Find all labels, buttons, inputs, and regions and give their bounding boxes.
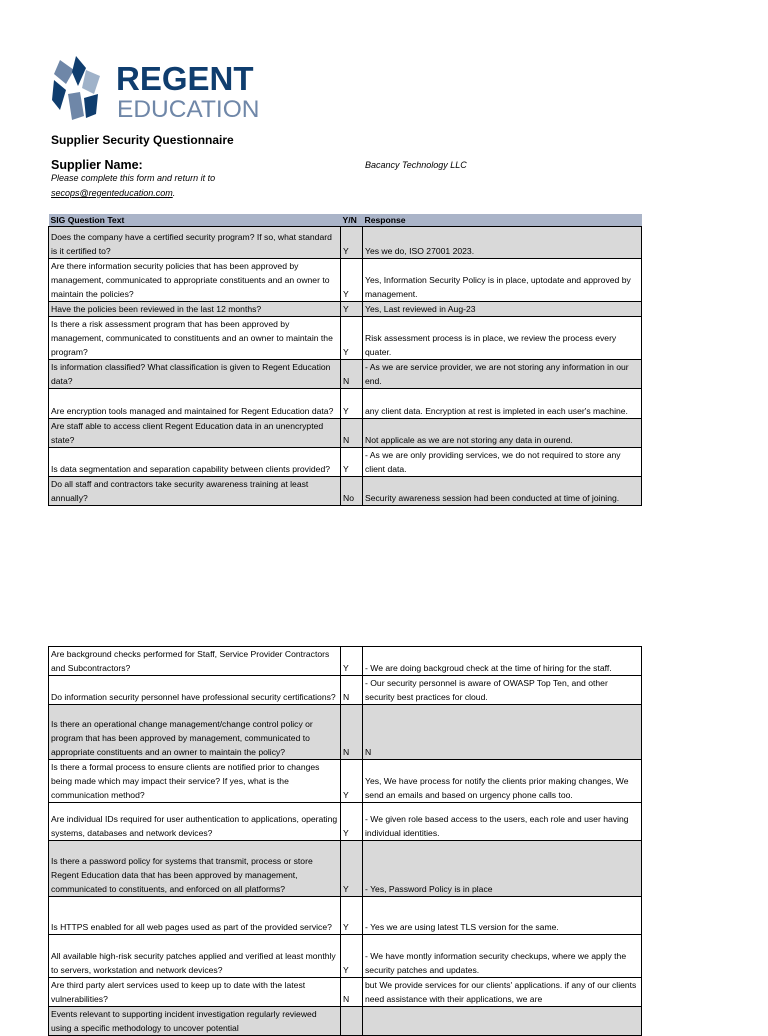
yn-cell: Y [341,448,363,477]
response-cell: - We given role based access to the users, each role and user having individual identities. [363,803,642,841]
table-row [49,760,642,803]
yn-cell: N [341,676,363,705]
question-cell: Have the policies been reviewed in the last 12 months? [49,302,341,317]
question-cell: Is data segmentation and separation capability between clients provided? [49,448,341,477]
yn-cell: N [341,705,363,760]
question-cell: Do information security personnel have professional security certifications? [49,676,341,705]
response-cell: Security awareness session had been conducted at time of joining. [363,477,642,506]
response-cell: N [363,705,642,760]
question-cell: Do all staff and contractors take security awareness training at least annually? [49,477,341,506]
yn-cell [341,1007,363,1036]
table-row [49,227,642,259]
response-cell: Yes, We have process for notify the clients prior making changes, We send an emails and based on urgency phone calls too. [363,760,642,803]
yn-cell: Y [341,647,363,676]
table-row [49,978,642,1007]
question-cell: Is information classified? What classification is given to Regent Education data? [49,360,341,389]
table-row [49,259,642,302]
logo-line1: REGENT [116,60,254,97]
logo-line2: EDUCATION [117,96,260,123]
regent-education-logo [50,54,310,124]
table-header-row [49,214,642,227]
yn-cell: Y [341,317,363,360]
instruction-period: . [172,188,176,198]
question-cell: Is there an operational change management/change control policy or program that has been approved by management, communicated to appropriate constituents and an owner to maintain the policy? [49,705,341,760]
table-row [49,1007,642,1036]
table-row [49,419,642,448]
table-row [49,317,642,360]
questionnaire-table-1 [48,214,642,506]
question-cell: Events relevant to supporting incident investigation regularly reviewed using a specific methodology to uncover potential [49,1007,341,1036]
table-row [49,897,642,935]
yn-cell: Y [341,935,363,978]
yn-cell: Y [341,259,363,302]
instruction-text: Please complete this form and return it to [51,173,216,183]
question-cell: Are background checks performed for Staff, Service Provider Contractors and Subcontractors? [49,647,341,676]
response-cell: - We have montly information security checkups, where we apply the security patches and updates. [363,935,642,978]
table-row [49,448,642,477]
header-yn: Y/N [341,214,363,227]
response-cell: Not applicale as we are not storing any data in ourend. [363,419,642,448]
yn-cell: Y [341,302,363,317]
question-cell: Are there information security policies that has been approved by management, communicated to appropriate constituents and an owner to maintain the policies? [49,259,341,302]
question-cell: Are individual IDs required for user authentication to applications, operating systems, databases and network devices? [49,803,341,841]
question-cell: All available high-risk security patches applied and verified at least monthly to servers, workstation and network devices? [49,935,341,978]
yn-cell: No [341,477,363,506]
response-cell: - As we are service provider, we are not storing any information in our end. [363,360,642,389]
response-cell: - Yes, Password Policy is in place [363,841,642,897]
response-cell [363,1007,642,1036]
question-cell: Is there a password policy for systems that transmit, process or store Regent Education data that has been approved by management, communicated to constituents, and enforced on all platforms? [49,841,341,897]
table-row [49,302,642,317]
table-row [49,360,642,389]
table-row [49,803,642,841]
table-row [49,705,642,760]
document-title: Supplier Security Questionnaire [51,133,234,147]
yn-cell: Y [341,803,363,841]
yn-cell: Y [341,841,363,897]
table-row [49,647,642,676]
question-cell: Does the company have a certified security program? If so, what standard is it certified to? [49,227,341,259]
yn-cell: N [341,360,363,389]
table-row [49,477,642,506]
response-cell: - Our security personnel is aware of OWASP Top Ten, and other security best practices for cloud. [363,676,642,705]
question-cell: Is there a risk assessment program that has been approved by management, communicated to constituents and an owner to maintain the program? [49,317,341,360]
supplier-name-label: Supplier Name: [51,158,143,172]
yn-cell: Y [341,389,363,419]
question-cell: Is there a formal process to ensure clients are notified prior to changes being made which may impact their service? If yes, what is the communication method? [49,760,341,803]
instruction-email-link[interactable]: secops@regenteducation.com [51,188,173,198]
logo-mark-icon [50,54,310,124]
header-question: SIG Question Text [49,214,341,227]
response-cell: - Yes we are using latest TLS version for the same. [363,897,642,935]
table-row [49,676,642,705]
response-cell: Yes, Last reviewed in Aug-23 [363,302,642,317]
yn-cell: Y [341,760,363,803]
instruction-email-line [51,188,175,198]
question-cell: Are staff able to access client Regent Education data in an unencrypted state? [49,419,341,448]
response-cell: Yes, Information Security Policy is in place, uptodate and approved by management. [363,259,642,302]
response-cell: Risk assessment process is in place, we review the process every quater. [363,317,642,360]
supplier-name-value: Bacancy Technology LLC [365,160,467,170]
yn-cell: Y [341,897,363,935]
question-cell: Are third party alert services used to keep up to date with the latest vulnerabilities? [49,978,341,1007]
response-cell: but We provide services for our clients' applications. if any of our clients need assistance with their applications, we are [363,978,642,1007]
yn-cell: N [341,978,363,1007]
table-row [49,841,642,897]
response-cell: Yes we do, ISO 27001 2023. [363,227,642,259]
response-cell: - As we are only providing services, we do not required to store any client data. [363,448,642,477]
table-row [49,389,642,419]
yn-cell: N [341,419,363,448]
yn-cell: Y [341,227,363,259]
question-cell: Is HTTPS enabled for all web pages used as part of the provided service? [49,897,341,935]
question-cell: Are encryption tools managed and maintained for Regent Education data? [49,389,341,419]
response-cell: - We are doing backgroud check at the time of hiring for the staff. [363,647,642,676]
table-row [49,935,642,978]
header-response: Response [363,214,642,227]
questionnaire-table-2 [48,646,642,1036]
response-cell: any client data. Encryption at rest is impleted in each user's machine. [363,389,642,419]
